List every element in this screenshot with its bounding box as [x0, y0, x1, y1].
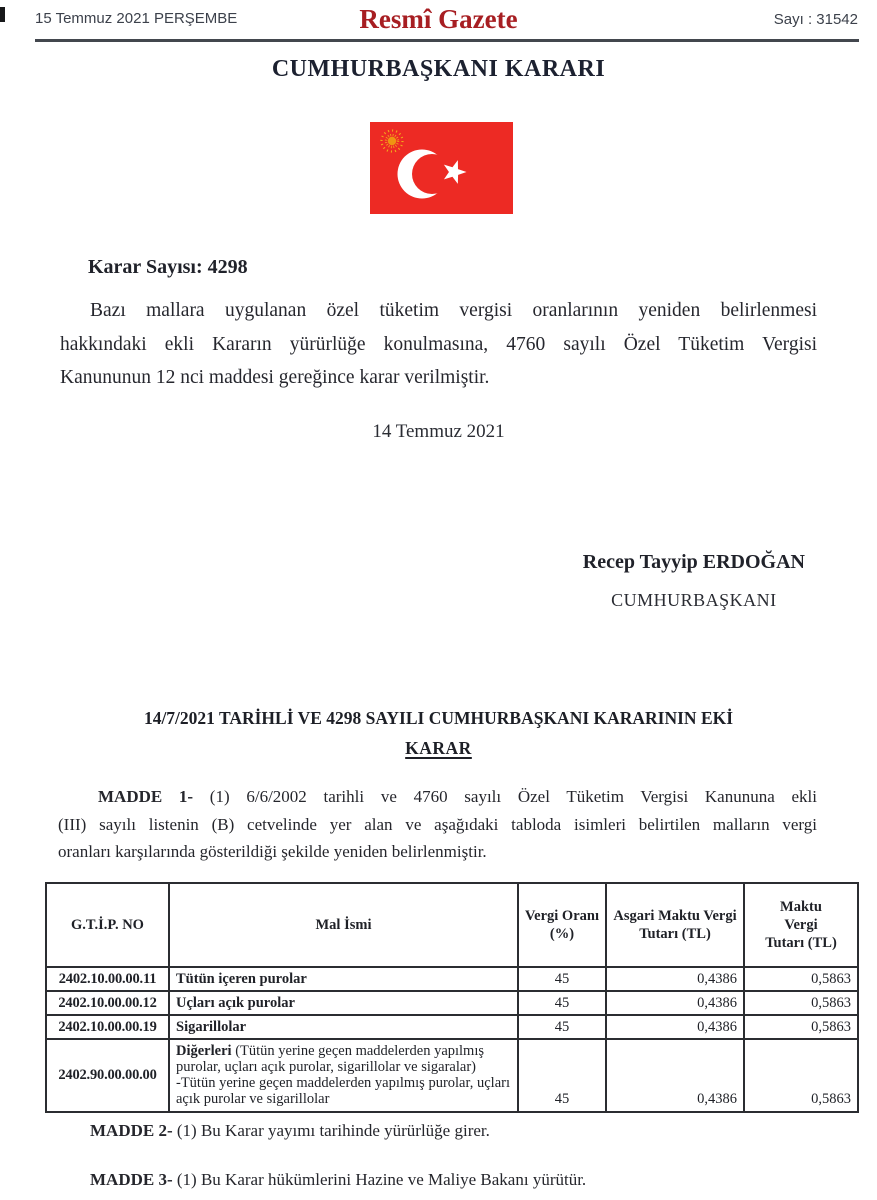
tax-rate: 45	[518, 1039, 606, 1112]
decision-body-line1: Bazı mallara uygulanan özel tüketim vergisi oranlarının yeniden belirlenmesi	[90, 300, 817, 321]
article-3-text: (1) Bu Karar hükümlerini Hazine ve Maliye Bakanı yürütür.	[172, 1170, 587, 1189]
col-header-gtip: G.T.İ.P. NO	[46, 883, 169, 967]
tax-rate-table	[45, 882, 859, 1113]
article-2-text: (1) Bu Karar yayımı tarihinde yürürlüğe girer.	[172, 1121, 490, 1140]
min-fixed-tax: 0,4386	[606, 1039, 744, 1112]
annex-title-line2: KARAR	[405, 738, 472, 758]
col-header-asgari-maktu: Asgari Maktu Vergi Tutarı (TL)	[606, 883, 744, 967]
col-header-mal-ismi: Mal İsmi	[169, 883, 518, 967]
col-header-vergi-orani: Vergi Oranı (%)	[518, 883, 606, 967]
goods-name: Uçları açık purolar	[169, 991, 518, 1015]
goods-name: Tütün içeren purolar	[169, 967, 518, 991]
min-fixed-tax: 0,4386	[606, 1015, 744, 1039]
article-1-line3: oranları karşılarında gösterildiği şekilde yeniden belirlenmiştir.	[58, 842, 487, 861]
article-2-label: MADDE 2-	[90, 1121, 173, 1140]
min-fixed-tax: 0,4386	[606, 991, 744, 1015]
table-header-row	[46, 883, 858, 967]
goods-name-paren: (Tütün yerine geçen maddelerden yapılmış purolar, uçları açık purolar, sigarillolar ve sigaralar)	[176, 1043, 485, 1075]
fixed-tax: 0,5863	[744, 967, 858, 991]
annex-title-line1: 14/7/2021 TARİHLİ VE 4298 SAYILI CUMHURBAŞKANI KARARININ EKİ	[143, 708, 734, 728]
article-2	[90, 1121, 490, 1141]
crescent-inner	[412, 154, 452, 194]
article-3	[90, 1170, 586, 1190]
signature-block	[583, 551, 805, 611]
gazette-date: 15 Temmuz 2021 PERŞEMBE	[35, 10, 238, 27]
tax-rate: 45	[518, 967, 606, 991]
gtip-code: 2402.90.00.00.00	[46, 1039, 169, 1112]
goods-name	[169, 1039, 518, 1112]
presidential-flag-icon	[370, 122, 513, 214]
table-row	[46, 1039, 858, 1112]
signature-title: CUMHURBAŞKANI	[611, 590, 777, 610]
gtip-code: 2402.10.00.00.19	[46, 1015, 169, 1039]
signature-name: Recep Tayyip ERDOĞAN	[582, 551, 805, 573]
gtip-code: 2402.10.00.00.11	[46, 967, 169, 991]
fixed-tax: 0,5863	[744, 1015, 858, 1039]
seal-sun-core	[388, 137, 396, 145]
table-row	[46, 967, 858, 991]
document-heading: CUMHURBAŞKANI KARARI	[271, 56, 606, 82]
annex-title	[0, 708, 877, 759]
fixed-tax: 0,5863	[744, 991, 858, 1015]
goods-name-bold: Diğerleri	[176, 1043, 232, 1059]
gazette-title: Resmî Gazete	[359, 4, 518, 34]
decision-number: Karar Sayısı: 4298	[88, 256, 248, 278]
decision-body	[60, 294, 817, 395]
masthead-divider	[35, 39, 859, 42]
goods-name: Sigarillolar	[169, 1015, 518, 1039]
article-1-line2: (III) sayılı listenin (B) cetvelinde yer alan ve aşağıdaki tabloda isimleri belirtilen malların vergi	[58, 814, 817, 834]
signing-date: 14 Temmuz 2021	[372, 421, 505, 442]
fixed-tax: 0,5863	[744, 1039, 858, 1112]
gtip-code: 2402.10.00.00.12	[46, 991, 169, 1015]
decision-body-line2: hakkındaki ekli Kararın yürürlüğe konulmasına, 4760 sayılı Özel Tüketim Vergisi	[60, 333, 817, 355]
col-header-maktu: Maktu Vergi Tutarı (TL)	[744, 883, 858, 967]
article-1-label: MADDE 1-	[98, 787, 194, 806]
goods-name-line2: -Tütün yerine geçen maddelerden yapılmış purolar, uçları açık purolar ve sigarillolar	[176, 1075, 510, 1107]
gazette-issue-number: Sayı : 31542	[773, 11, 858, 28]
tax-rate: 45	[518, 991, 606, 1015]
decision-body-line3: Kanununun 12 nci maddesi gereğince karar verilmiştir.	[60, 367, 490, 388]
article-1	[58, 783, 817, 866]
article-3-label: MADDE 3-	[90, 1170, 173, 1189]
tax-rate: 45	[518, 1015, 606, 1039]
article-1-line1	[58, 783, 817, 811]
table-row	[46, 991, 858, 1015]
article-1-line1-text: (1) 6/6/2002 tarihli ve 4760 sayılı Özel Tüketim Vergisi Kanununa ekli	[193, 787, 817, 806]
min-fixed-tax: 0,4386	[606, 967, 744, 991]
table-row	[46, 1015, 858, 1039]
